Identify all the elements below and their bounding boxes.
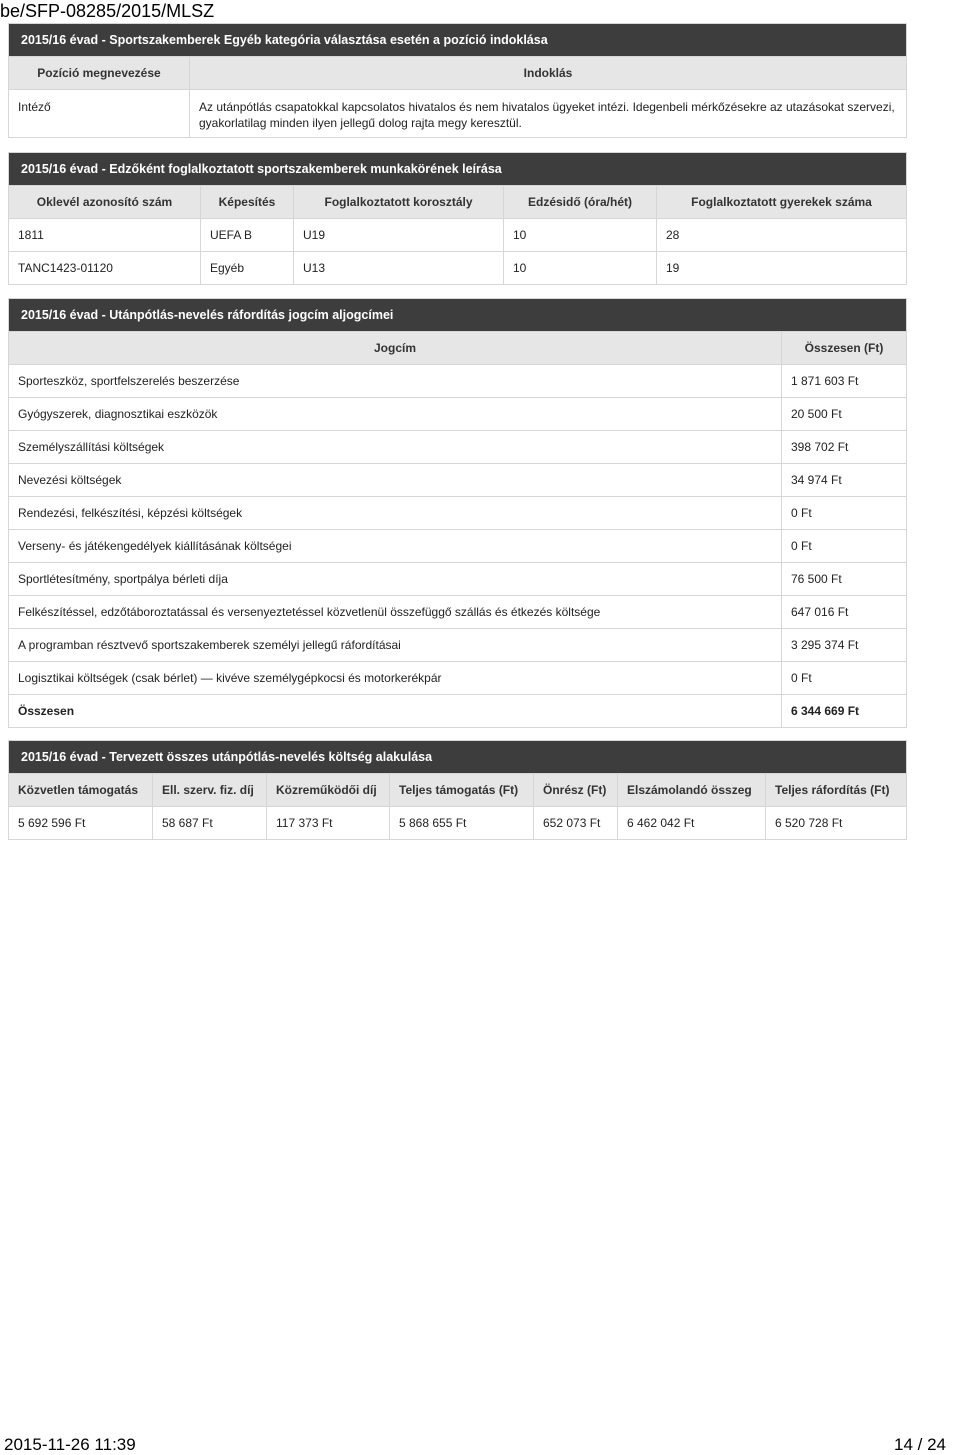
table-cell: U19 <box>294 219 504 252</box>
table-cell: 1811 <box>9 219 201 252</box>
section-coach-roles <box>8 152 907 285</box>
table-cell: UEFA B <box>201 219 294 252</box>
table-cell: 19 <box>657 252 907 285</box>
table-row <box>9 219 907 252</box>
section-position-justification <box>8 23 907 138</box>
column-header: Pozíció megnevezése <box>9 57 190 90</box>
table-cell: 0 Ft <box>782 530 907 563</box>
table-cell: 647 016 Ft <box>782 596 907 629</box>
table-cell: Személyszállítási költségek <box>9 431 782 464</box>
table-row <box>9 563 907 596</box>
table-cell: Rendezési, felkészítési, képzési költségek <box>9 497 782 530</box>
table-cell: 20 500 Ft <box>782 398 907 431</box>
table-row <box>9 497 907 530</box>
footer-page-number: 14 / 24 <box>894 1435 946 1454</box>
column-header: Jogcím <box>9 332 782 365</box>
section-title: 2015/16 évad - Edzőként foglalkoztatott sportszakemberek munkakörének leírása <box>8 152 907 185</box>
table-cell: Sportlétesítmény, sportpálya bérleti díja <box>9 563 782 596</box>
table-cell: 6 520 728 Ft <box>766 807 907 840</box>
table-cell: 10 <box>504 219 657 252</box>
table-cell: TANC1423-01120 <box>9 252 201 285</box>
column-header: Indoklás <box>190 57 907 90</box>
table-cell: Sporteszköz, sportfelszerelés beszerzése <box>9 365 782 398</box>
table-cell: 10 <box>504 252 657 285</box>
table-cell: Verseny- és játékengedélyek kiállításának költségei <box>9 530 782 563</box>
table-cell: A programban résztvevő sportszakemberek személyi jellegű ráfordításai <box>9 629 782 662</box>
table-cell: 0 Ft <box>782 662 907 695</box>
table-cell: 5 868 655 Ft <box>390 807 534 840</box>
table-cell: Intéző <box>9 90 190 138</box>
table-row <box>9 662 907 695</box>
table-cell: 5 692 596 Ft <box>9 807 153 840</box>
footer-timestamp: 2015-11-26 11:39 <box>4 1435 136 1454</box>
table-row <box>9 596 907 629</box>
column-header: Összesen (Ft) <box>782 332 907 365</box>
table-cell: U13 <box>294 252 504 285</box>
table-row <box>9 807 907 840</box>
table-row <box>9 629 907 662</box>
table-cell: Felkészítéssel, edzőtáboroztatással és versenyeztetéssel közvetlenül összefüggő szállás és étkezés költsége <box>9 596 782 629</box>
table-row <box>9 464 907 497</box>
table-cell: 0 Ft <box>782 497 907 530</box>
table-cell: Gyógyszerek, diagnosztikai eszközök <box>9 398 782 431</box>
column-header: Elszámolandó összeg <box>618 774 766 807</box>
coach-table <box>8 185 907 285</box>
table-cell: Az utánpótlás csapatokkal kapcsolatos hivatalos és nem hivatalos ügyeket intézi. Idegenbeli mérkőzésekre az utazásokat szervezi, gyakorlatilag minden ilyen jellegű dolog rajta megy keresztül. <box>190 90 907 138</box>
column-header: Edzésidő (óra/hét) <box>504 186 657 219</box>
section-title: 2015/16 évad - Utánpótlás-nevelés ráfordítás jogcím aljogcímei <box>8 298 907 331</box>
table-cell: Logisztikai költségek (csak bérlet) — kivéve személygépkocsi és motorkerékpár <box>9 662 782 695</box>
column-header: Oklevél azonosító szám <box>9 186 201 219</box>
table-cell: 34 974 Ft <box>782 464 907 497</box>
table-row <box>9 252 907 285</box>
table-cell: 398 702 Ft <box>782 431 907 464</box>
column-header: Foglalkoztatott gyerekek száma <box>657 186 907 219</box>
table-row <box>9 530 907 563</box>
total-label: Összesen <box>9 695 782 728</box>
section-expense-categories <box>8 298 907 728</box>
column-header: Teljes támogatás (Ft) <box>390 774 534 807</box>
section-title: 2015/16 évad - Tervezett összes utánpótlás-nevelés költség alakulása <box>8 740 907 773</box>
table-cell: Egyéb <box>201 252 294 285</box>
position-table <box>8 56 907 138</box>
column-header: Önrész (Ft) <box>534 774 618 807</box>
table-cell: 3 295 374 Ft <box>782 629 907 662</box>
column-header: Ell. szerv. fiz. díj <box>153 774 267 807</box>
table-cell: Nevezési költségek <box>9 464 782 497</box>
total-value: 6 344 669 Ft <box>782 695 907 728</box>
table-cell: 28 <box>657 219 907 252</box>
section-planned-costs <box>8 740 907 840</box>
table-cell: 652 073 Ft <box>534 807 618 840</box>
document-id: be/SFP-08285/2015/MLSZ <box>0 1 215 21</box>
table-cell: 58 687 Ft <box>153 807 267 840</box>
expense-table <box>8 331 907 728</box>
table-row <box>9 398 907 431</box>
table-cell: 1 871 603 Ft <box>782 365 907 398</box>
column-header: Foglalkoztatott korosztály <box>294 186 504 219</box>
planned-costs-table <box>8 773 907 840</box>
table-row <box>9 90 907 138</box>
column-header: Közreműködői díj <box>267 774 390 807</box>
total-row <box>9 695 907 728</box>
column-header: Teljes ráfordítás (Ft) <box>766 774 907 807</box>
column-header: Képesítés <box>201 186 294 219</box>
section-title: 2015/16 évad - Sportszakemberek Egyéb kategória választása esetén a pozíció indoklása <box>8 23 907 56</box>
column-header: Közvetlen támogatás <box>9 774 153 807</box>
table-cell: 6 462 042 Ft <box>618 807 766 840</box>
table-cell: 76 500 Ft <box>782 563 907 596</box>
table-row <box>9 431 907 464</box>
table-cell: 117 373 Ft <box>267 807 390 840</box>
table-row <box>9 365 907 398</box>
